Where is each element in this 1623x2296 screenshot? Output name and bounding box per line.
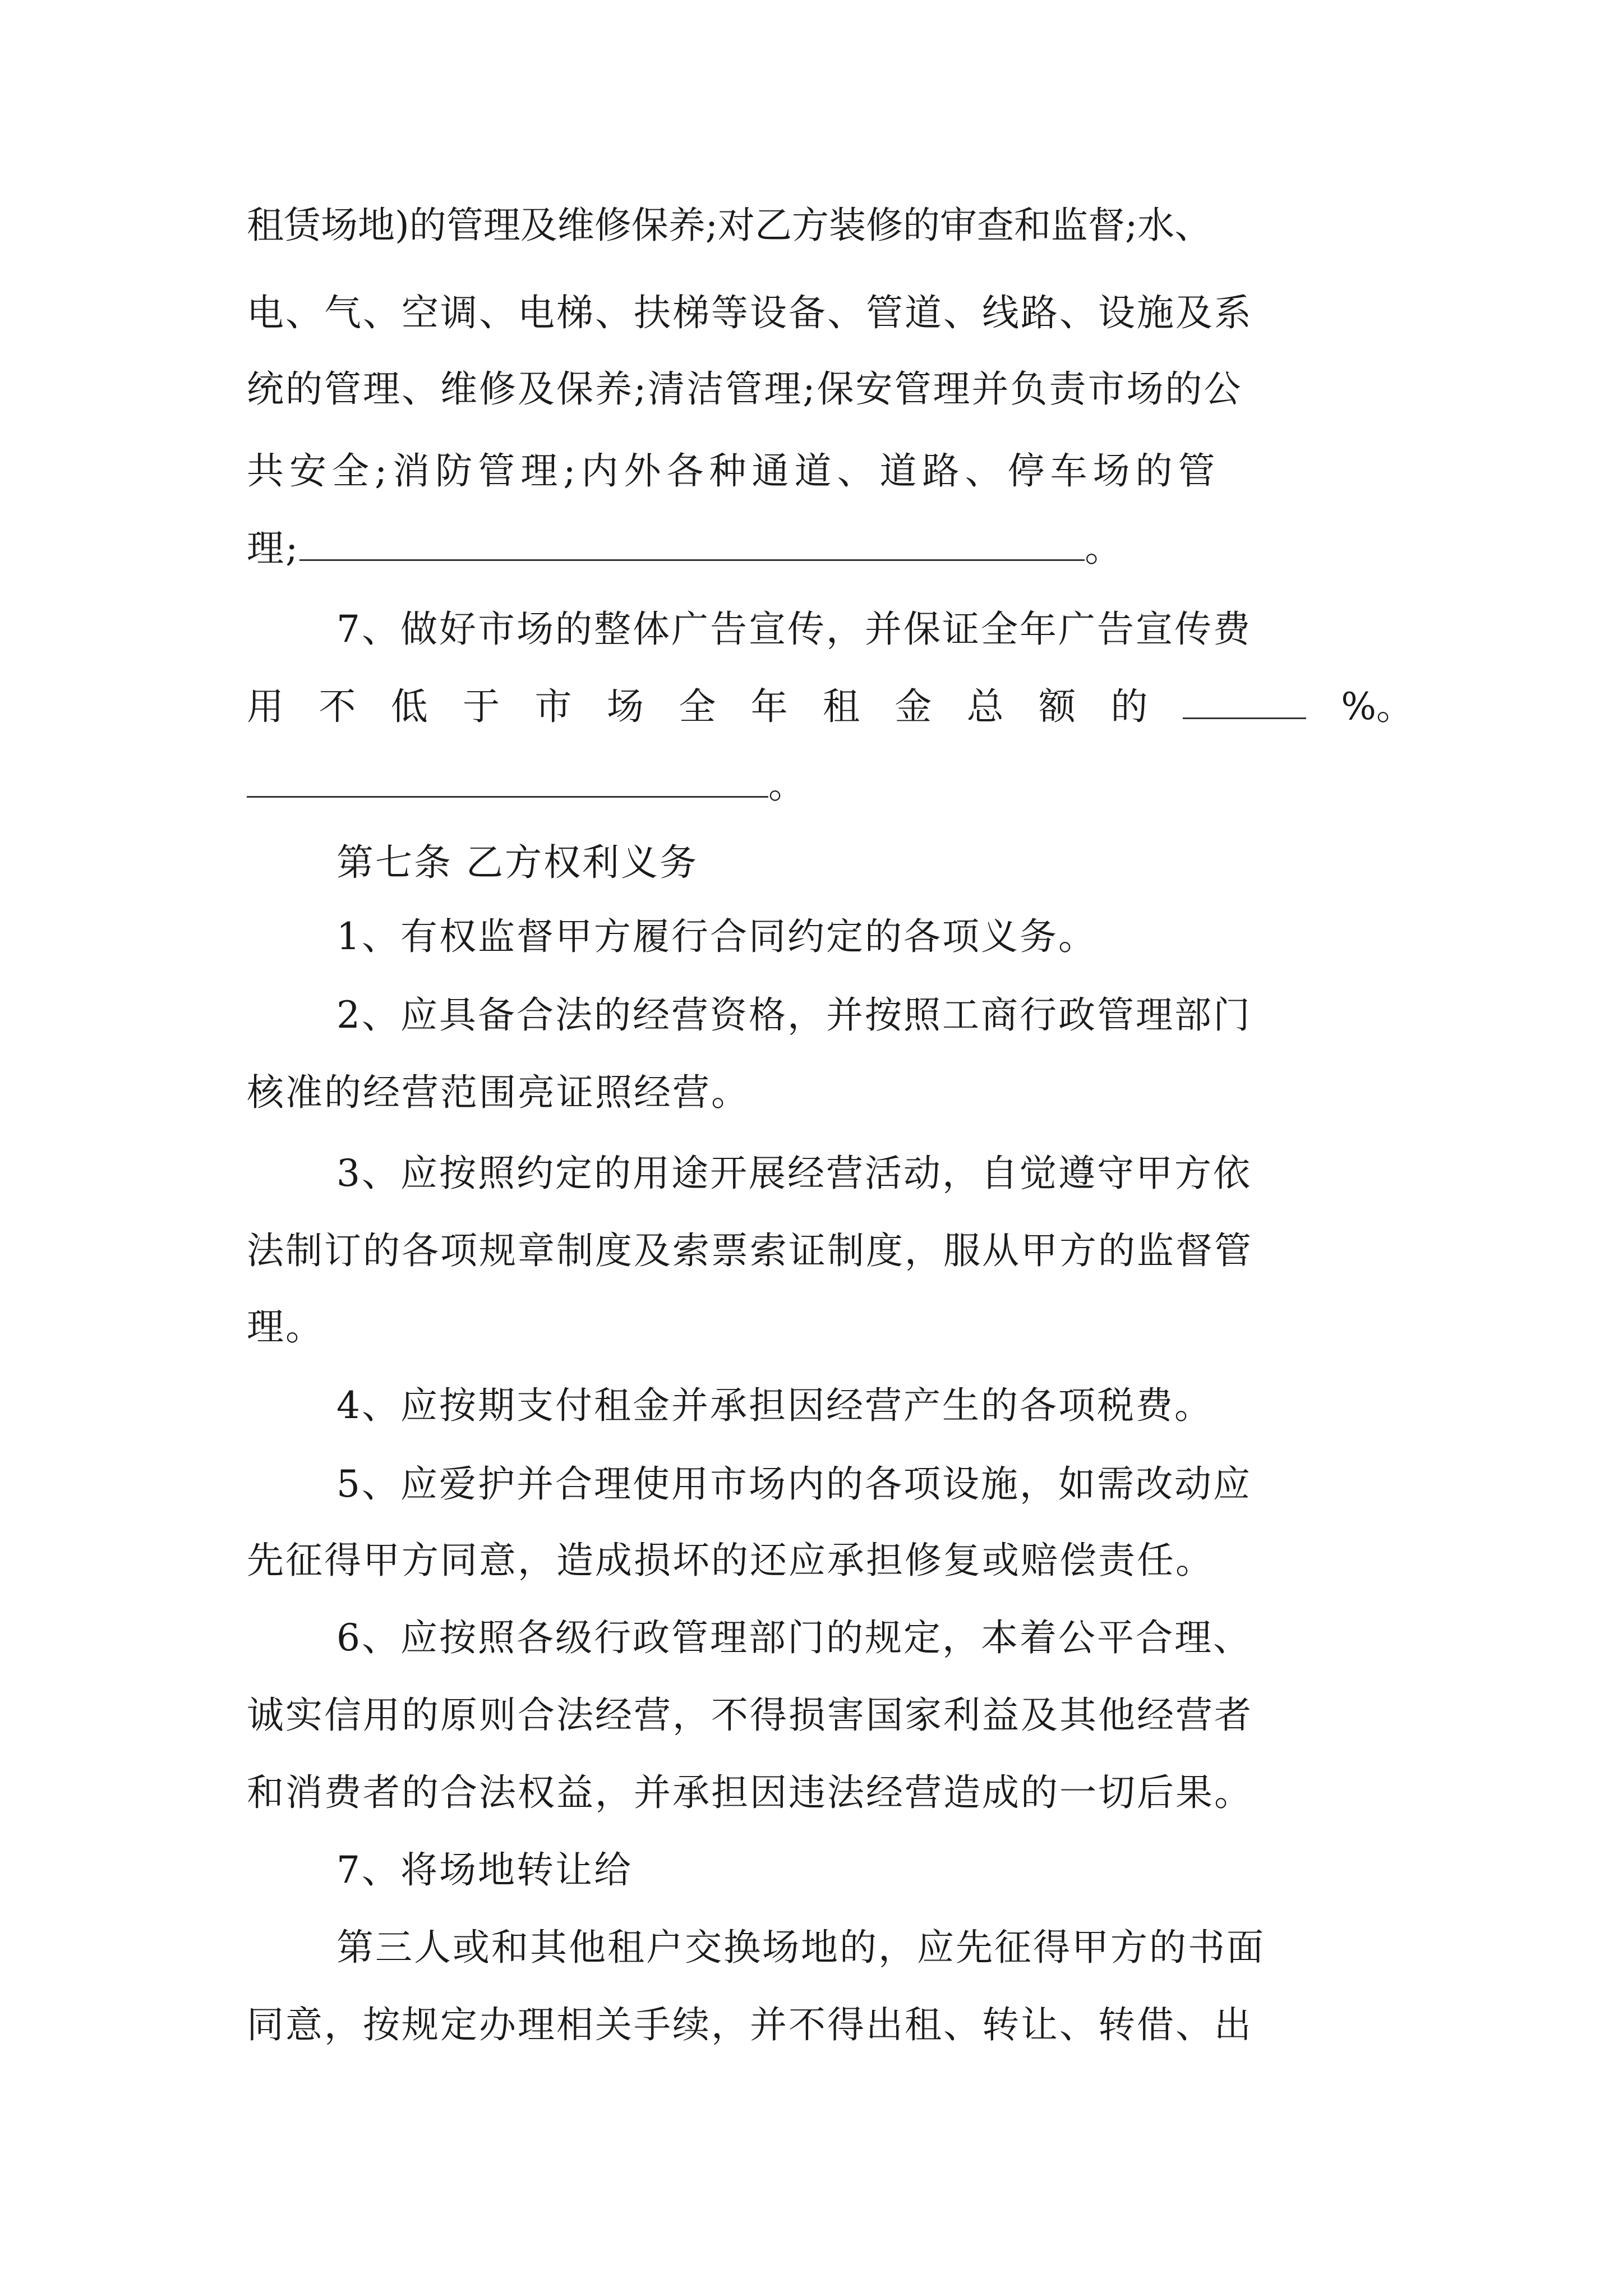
text-line: [336, 1616, 1413, 1660]
text-line: [247, 449, 1413, 494]
text-line: [247, 1070, 1413, 1115]
justified-char: 于: [463, 685, 500, 728]
text-line: [247, 763, 1413, 808]
text-line-content: 统的管理、维修及保养;清洁管理;保安管理并负责市场的公: [247, 367, 1243, 411]
item-2-text: 2、应具备合法的经营资格，并按照工商行政管理部门: [336, 993, 1252, 1037]
text-line: [247, 2003, 1413, 2047]
justified-char: 总: [966, 685, 1004, 728]
justified-char: 全: [679, 685, 716, 728]
justified-char: 场: [606, 685, 644, 728]
justified-char: 市: [534, 685, 572, 728]
item-6-text: 6、应按照各级行政管理部门的规定，本着公平合理、: [336, 1616, 1252, 1659]
item-1-text: 1、有权监督甲方履行合同约定的各项义务。: [336, 915, 1097, 958]
text-line-content: 核准的经营范围亮证照经营。: [247, 1071, 750, 1114]
text-line-content: 。: [1085, 527, 1124, 570]
text-line: [336, 1925, 1413, 1970]
text-line-content: 理。: [247, 1305, 324, 1349]
justified-char: 金: [895, 685, 932, 728]
item-7-text: 7、做好市场的整体广告宣传，并保证全年广告宣传费: [336, 608, 1252, 651]
text-line-content: 租赁场地)的管理及维修保养;对乙方装修的审查和监督;水、: [247, 204, 1212, 247]
text-line: [336, 1848, 1413, 1893]
text-line: [336, 607, 1413, 652]
item-3-text: 3、应按照约定的用途开展经营活动，自觉遵守甲方依: [336, 1152, 1252, 1195]
justified-char: 低: [390, 685, 428, 728]
text-line-content: 理;: [247, 527, 300, 570]
text-line: [336, 1462, 1413, 1507]
justified-char: 用: [247, 685, 284, 728]
text-line: [336, 1383, 1413, 1428]
text-line-content: 第三人或和其他租户交换场地的，应先征得甲方的书面: [336, 1926, 1265, 1969]
text-line-content: 。: [768, 763, 807, 807]
text-line: [247, 203, 1413, 248]
text-line: [247, 526, 1413, 571]
text-line: [336, 993, 1413, 1038]
percent-sign: %。: [1341, 685, 1413, 728]
text-line: [247, 1305, 1413, 1350]
text-line: [247, 684, 1413, 729]
text-line-content: 诚实信用的原则合法经营，不得损害国家利益及其他经营者: [247, 1694, 1253, 1737]
article-7-heading: 第七条 乙方权利义务: [336, 841, 698, 884]
justified-char: 年: [750, 685, 788, 728]
section-heading: [336, 840, 1413, 885]
text-line-content: 法制订的各项规章制度及索票索证制度，服从甲方的监督管: [247, 1229, 1253, 1272]
justified-char: 不: [319, 685, 356, 728]
item-4-text: 4、应按期支付租金并承担因经营产生的各项税费。: [336, 1384, 1213, 1427]
text-line: [247, 1538, 1413, 1583]
percent-blank[interactable]: [1183, 686, 1306, 719]
text-line: [247, 367, 1413, 412]
text-line: [247, 1228, 1413, 1273]
justified-char: 的: [1110, 685, 1148, 728]
text-line-content: 先征得甲方同意，造成损坏的还应承担修复或赔偿责任。: [247, 1539, 1214, 1582]
text-line: [247, 1693, 1413, 1738]
text-line-content: 同意，按规定办理相关手续，并不得出租、转让、转借、出: [247, 2003, 1253, 2046]
justified-char: 额: [1039, 685, 1076, 728]
fill-in-blank[interactable]: [299, 528, 1085, 561]
fill-in-blank[interactable]: [247, 765, 768, 798]
text-line-content: 和消费者的合法权益，并承担因违法经营造成的一切后果。: [247, 1771, 1253, 1814]
text-line-content: 电、气、空调、电梯、扶梯等设备、管道、线路、设施及系: [247, 291, 1253, 334]
text-line-content: 共安全;消防管理;内外各种通道、道路、停车场的管: [247, 449, 1221, 493]
text-line: [247, 291, 1413, 335]
justified-char: 租: [823, 685, 860, 728]
text-line: [336, 914, 1413, 959]
item-5-text: 5、应爱护并合理使用市场内的各项设施，如需改动应: [336, 1462, 1252, 1506]
item-7b-text: 7、将场地转让给: [336, 1848, 633, 1892]
text-line: [247, 1770, 1413, 1815]
text-line: [336, 1151, 1413, 1196]
